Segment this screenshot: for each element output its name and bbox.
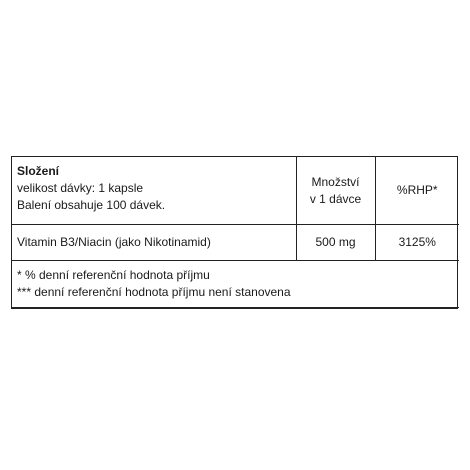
supplement-facts-label	[11, 156, 458, 309]
table-header-row	[12, 157, 459, 225]
table-row	[12, 225, 459, 261]
amount-header-cell	[296, 157, 375, 225]
header-info-cell	[12, 157, 296, 225]
footnotes-cell	[12, 261, 459, 308]
footnote-rhp: * % denní referenční hodnota příjmu	[17, 268, 210, 282]
footnote-not-established: *** denní referenční hodnota příjmu není stanovena	[17, 285, 291, 299]
amount-header-line2: v 1 dávce	[309, 191, 362, 206]
ingredient-amount: 500 mg	[296, 225, 375, 261]
rhp-header-cell: %RHP*	[375, 157, 459, 225]
footnotes-row	[12, 261, 459, 308]
package-content-text: Balení obsahuje 100 dávek.	[17, 198, 166, 212]
composition-title: Složení	[17, 164, 60, 178]
serving-size-text: velikost dávky: 1 kapsle	[17, 181, 144, 195]
composition-table	[12, 157, 459, 308]
ingredient-name: Vitamin B3/Niacin (jako Nikotinamid)	[12, 225, 296, 261]
amount-header-line1: Množství	[311, 174, 360, 189]
ingredient-rhp: 3125%	[375, 225, 459, 261]
